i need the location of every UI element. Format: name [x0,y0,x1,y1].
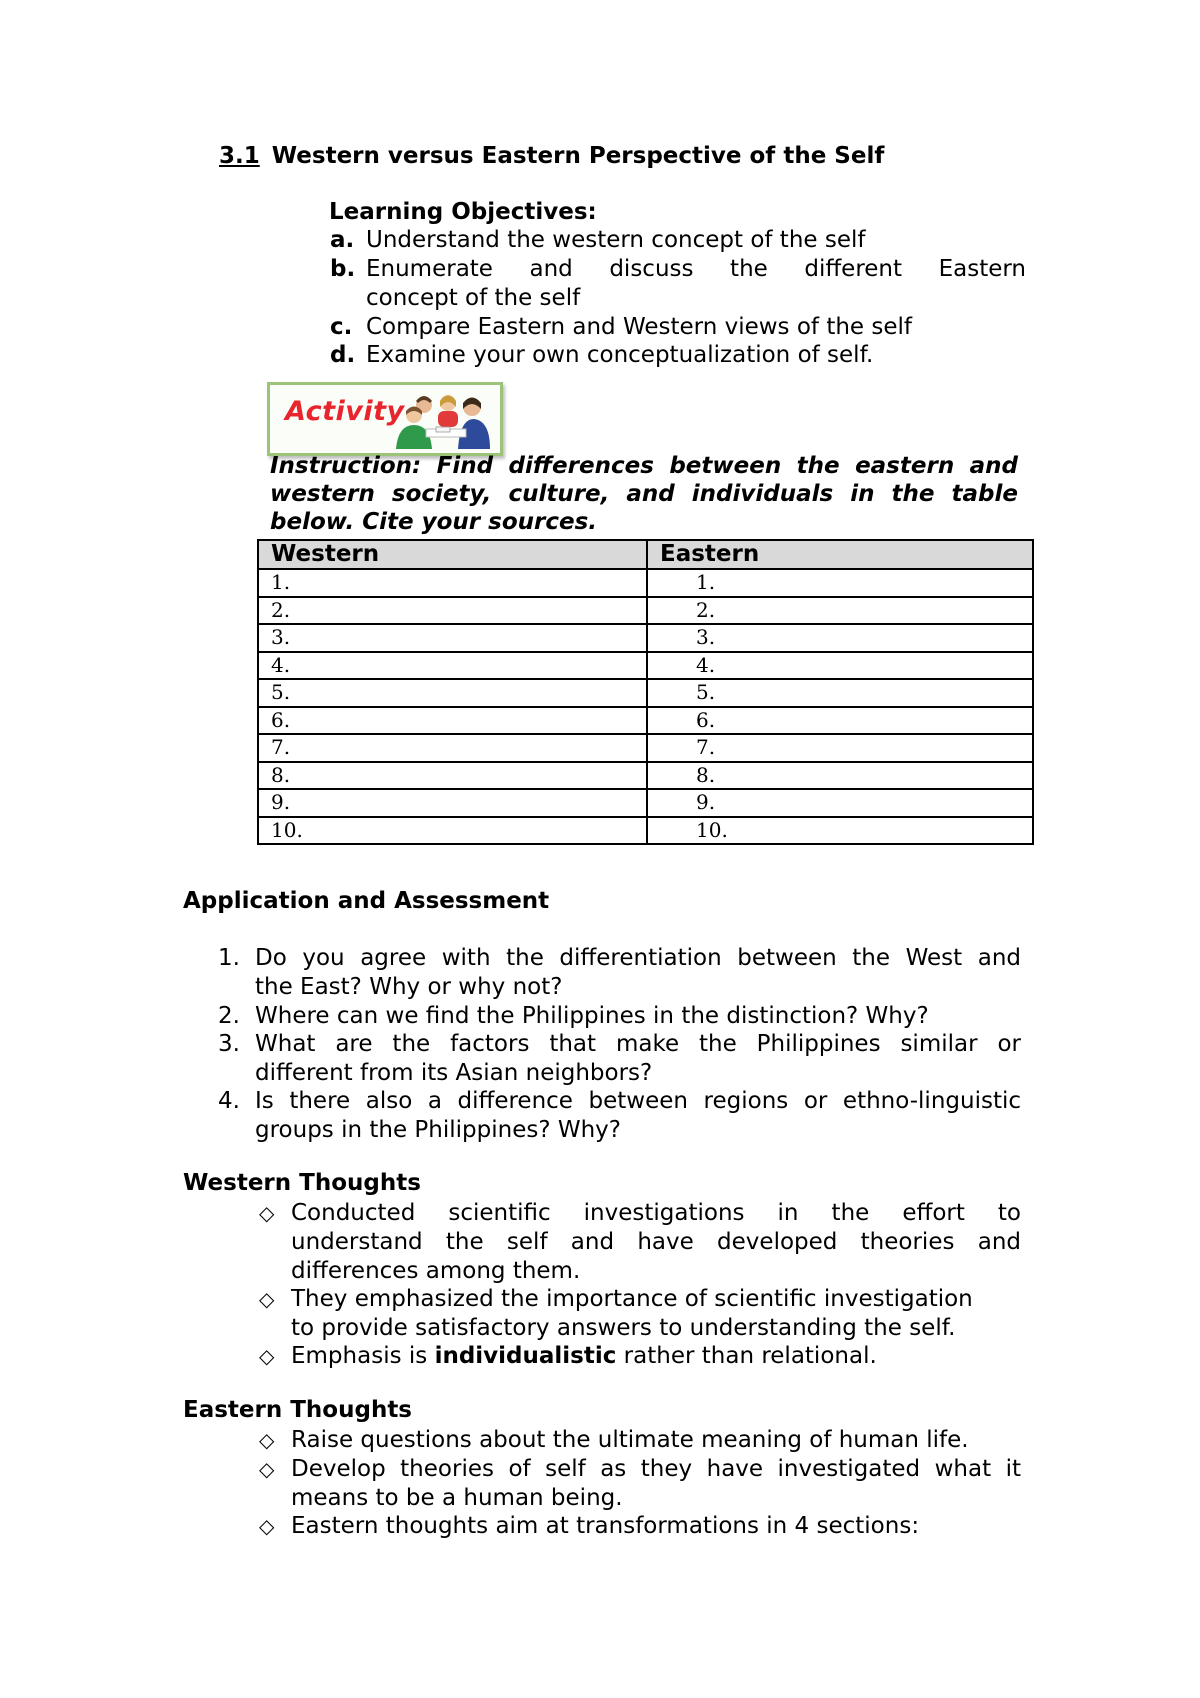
western-cell[interactable]: 8. [258,762,647,790]
western-cell[interactable]: 4. [258,652,647,680]
bullet-line2: to provide satisfactory answers to understanding the self. [291,1315,956,1341]
question-number: 1. [218,945,240,971]
eastern-cell[interactable]: 5. [647,679,1033,707]
objectives-heading: Learning Objectives: [329,199,597,225]
eastern-bullet-1 [259,1426,1021,1455]
objective-letter: a. [330,227,355,253]
objective-text-line2: concept of the self [366,285,581,311]
objective-text: Understand the western concept of the self [366,227,866,253]
objective-letter: c. [330,314,353,340]
question-2 [218,1002,1021,1031]
bullet-line2: understand the self and have developed theories and [291,1229,1021,1255]
bullet-line1: Develop theories of self as they have investigated what it [291,1456,1021,1482]
bullet-line1: They emphasized the importance of scientific investigation [291,1286,973,1312]
activity-badge [267,382,503,456]
table-row [258,707,1033,735]
objective-c [330,313,1026,342]
section-title-text: Western versus Eastern Perspective of the Self [271,143,885,169]
question-number: 2. [218,1003,240,1029]
bullet-text-pre: Emphasis is [291,1343,435,1369]
activity-instruction: Instruction: Find differences between the eastern and western society, culture, and individuals in the table below. Cite your sources. [270,453,1018,535]
table-row [258,652,1033,680]
bullet-text-bold: individualistic [434,1343,617,1369]
bullet-line1 [291,1342,1021,1371]
eastern-cell[interactable]: 3. [647,624,1033,652]
eastern-cell[interactable]: 10. [647,817,1033,845]
question-4 [218,1087,1021,1145]
diamond-bullet-icon: ◇ [259,1428,275,1452]
eastern-cell[interactable]: 4. [647,652,1033,680]
bullet-line1: Eastern thoughts aim at transformations in 4 sections: [291,1513,920,1539]
question-line1: Is there also a difference between regions or ethno-linguistic [255,1088,1021,1114]
table-row [258,597,1033,625]
diamond-bullet-icon: ◇ [259,1201,275,1225]
comparison-table [257,539,1034,845]
activity-label: Activity [285,396,405,427]
question-line1: Do you agree with the differentiation between the West and [255,945,1021,971]
western-cell[interactable]: 5. [258,679,647,707]
question-number: 4. [218,1088,240,1114]
western-bullet-2 [259,1285,1021,1343]
bullet-line1: Conducted scientific investigations in the effort to [291,1200,1021,1226]
eastern-cell[interactable]: 6. [647,707,1033,735]
bullet-text-post: rather than relational. [616,1343,877,1369]
table-row [258,624,1033,652]
objective-d [330,341,1026,370]
western-cell[interactable]: 6. [258,707,647,735]
table-row [258,762,1033,790]
question-line1: Where can we find the Philippines in the distinction? Why? [255,1003,929,1029]
western-cell[interactable]: 2. [258,597,647,625]
section-title [219,143,884,169]
table-row [258,817,1033,845]
eastern-cell[interactable]: 8. [647,762,1033,790]
question-1 [218,944,1021,1002]
eastern-thoughts-heading: Eastern Thoughts [183,1397,413,1423]
objective-text: Examine your own conceptualization of self. [366,342,874,368]
question-number: 3. [218,1031,240,1057]
table-row [258,789,1033,817]
section-number: 3.1 [219,143,260,169]
bullet-line2: means to be a human being. [291,1485,623,1511]
eastern-cell[interactable]: 7. [647,734,1033,762]
eastern-cell[interactable]: 1. [647,569,1033,597]
question-line1: What are the factors that make the Philippines similar or [255,1031,1021,1057]
western-cell[interactable]: 10. [258,817,647,845]
diamond-bullet-icon: ◇ [259,1457,275,1481]
objective-b [330,255,1026,313]
question-3 [218,1030,1021,1088]
header-eastern: Eastern [647,540,1033,569]
table-header-row [258,540,1033,569]
western-bullet-3 [259,1342,1021,1371]
table-row [258,569,1033,597]
question-line2: different from its Asian neighbors? [255,1060,653,1086]
objective-a [330,226,1026,255]
diamond-bullet-icon: ◇ [259,1344,275,1368]
western-bullet-1 [259,1199,1021,1286]
table-row [258,734,1033,762]
western-cell[interactable]: 9. [258,789,647,817]
western-thoughts-heading: Western Thoughts [183,1170,421,1196]
diamond-bullet-icon: ◇ [259,1287,275,1311]
objective-letter: b. [330,256,356,282]
question-line2: groups in the Philippines? Why? [255,1117,622,1143]
eastern-bullet-2 [259,1455,1021,1513]
group-people-icon [396,391,496,449]
eastern-bullet-3 [259,1512,1021,1541]
eastern-cell[interactable]: 2. [647,597,1033,625]
table-row [258,679,1033,707]
objective-text-line1: Enumerate and discuss the different Eastern [366,256,1026,282]
application-heading: Application and Assessment [183,888,550,914]
question-line2: the East? Why or why not? [255,974,563,1000]
western-cell[interactable]: 1. [258,569,647,597]
eastern-cell[interactable]: 9. [647,789,1033,817]
western-cell[interactable]: 7. [258,734,647,762]
western-cell[interactable]: 3. [258,624,647,652]
bullet-line1: Raise questions about the ultimate meaning of human life. [291,1427,969,1453]
diamond-bullet-icon: ◇ [259,1514,275,1538]
objective-letter: d. [330,342,356,368]
objective-text: Compare Eastern and Western views of the self [366,314,912,340]
header-western: Western [258,540,647,569]
bullet-line3: differences among them. [291,1258,581,1284]
